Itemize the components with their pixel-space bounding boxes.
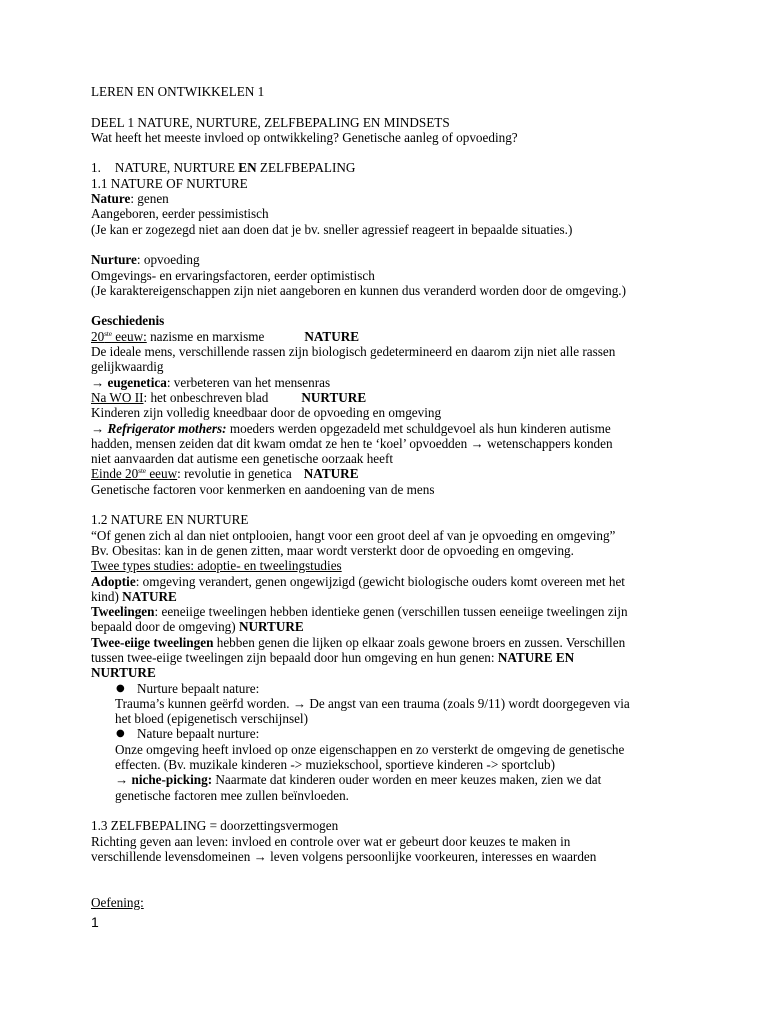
bullet-nature-bepaalt-nurture: ● Nature bepaalt nurture: — [116, 726, 260, 742]
section-1-3-heading: 1.3 ZELFBEPALING = doorzettingsvermogen — [91, 818, 339, 834]
bullet-nurture-bepaalt-nature: ● Nurture bepaalt nature: — [116, 680, 260, 696]
nurture-line-3: (Je karaktereigenschappen zijn niet aangeboren en kunnen dus veranderd worden door de omgeving.) — [91, 282, 626, 298]
history-era-2-line-4: hadden, mensen zeiden dat dit kwam omdat ze hen te ‘koel’ opvoedden → wetenschappers konden — [91, 435, 613, 451]
bullet-1-line-1: Trauma’s kunnen geërfd worden. → De angst van een trauma (zoals 9/11) wordt doorgegeven via — [115, 695, 630, 711]
part-question: Wat heeft het meeste invloed op ontwikkeling? Genetische aanleg of opvoeding? — [91, 129, 518, 145]
oefening-heading: Oefening: — [91, 894, 144, 910]
history-era-3-line-2: Genetische factoren voor kenmerken en aandoening van de mens — [91, 481, 435, 497]
arrow-right-icon: → — [115, 772, 132, 788]
document-page — [91, 84, 691, 930]
bullet-2-line-2: effecten. (Bv. muzikale kinderen -> muziekschool, sportieve kinderen -> sportclub) — [115, 757, 556, 773]
section-1-2-quote: “Of genen zich al dan niet ontplooien, hangt voor een groot deel af van je opvoeding en omgeving” — [91, 527, 616, 543]
adoptie-line-2: kind) NATURE — [91, 588, 177, 604]
tweelingen-line: Tweelingen: eeneiige tweelingen hebben identieke genen (verschillen tussen eeneiige tweelingen zijn — [91, 604, 628, 620]
history-era-1: 20ste eeuw: nazisme en marxisme NATURE — [91, 328, 360, 344]
section-1-1-heading: 1.1 NATURE OF NURTURE — [91, 175, 248, 191]
history-era-1-line-3: gelijkwaardig — [91, 359, 164, 375]
nature-line-2: Aangeboren, eerder pessimistisch — [91, 206, 269, 222]
part-heading: DEEL 1 NATURE, NURTURE, ZELFBEPALING EN MINDSETS — [91, 114, 450, 130]
refrigerator-mothers-line: → Refrigerator mothers: moeders werden opgezadeld met schuldgevoel als hun kinderen autisme — [91, 420, 611, 436]
bullet-icon: ● — [116, 682, 125, 694]
page-number: 1 — [91, 914, 99, 931]
history-era-2-line-5: niet aanvaarden dat autisme een genetische oorzaak heeft — [91, 451, 394, 467]
nature-line-3: (Je kan er zogezegd niet aan doen dat je bv. sneller agressief reageert in bepaalde situaties.) — [91, 221, 573, 237]
niche-picking-line: → niche-picking: Naarmate dat kinderen ouder worden en meer keuzes maken, zien we dat — [115, 772, 602, 788]
history-era-3: Einde 20ste eeuw: revolutie in genetica NATURE — [91, 466, 359, 482]
history-heading: Geschiedenis — [91, 313, 165, 329]
twee-eiige-line-2: tussen twee-eiige tweelingen zijn bepaald door hun omgeving en hun genen: NATURE EN — [91, 649, 575, 665]
section-1-3-line-1: Richting geven aan leven: invloed en controle over wat er gebeurt door keuzes te maken in — [91, 833, 571, 849]
eugenetica-line: → eugenetica: verbeteren van het mensenras — [91, 374, 331, 390]
section-1-3-line-2: verschillende levensdomeinen → leven volgens persoonlijke voorkeuren, interesses en waarden — [91, 848, 597, 864]
study-types: Twee types studies: adoptie- en tweelingstudies — [91, 558, 342, 574]
twee-eiige-line: Twee-eiige tweelingen hebben genen die lijken op elkaar zoals gewone broers en zussen. Verschillen — [91, 634, 626, 650]
bullet-1-line-2: het bloed (epigenetisch verschijnsel) — [115, 711, 308, 727]
twee-eiige-line-3: NURTURE — [91, 665, 156, 681]
history-era-2-line-2: Kinderen zijn volledig kneedbaar door de opvoeding en omgeving — [91, 405, 442, 421]
tweelingen-line-2: bepaald door de omgeving) NURTURE — [91, 619, 304, 635]
arrow-right-icon: → — [91, 374, 108, 390]
adoptie-line: Adoptie: omgeving verandert, genen ongewijzigd (gewicht biologische ouders komt overeen met het — [91, 573, 625, 589]
bullet-2-line-4: genetische factoren mee zullen beïnvloeden. — [115, 787, 349, 803]
nurture-definition: Nurture: opvoeding — [91, 252, 200, 268]
nurture-line-2: Omgevings- en ervaringsfactoren, eerder optimistisch — [91, 267, 375, 283]
arrow-right-icon: → — [91, 420, 108, 436]
section-1-heading: 1. NATURE, NURTURE EN ZELFBEPALING — [91, 160, 356, 176]
bullet-icon: ● — [116, 728, 125, 740]
section-1-2-heading: 1.2 NATURE EN NURTURE — [91, 512, 249, 528]
document-title: LEREN EN ONTWIKKELEN 1 — [91, 84, 265, 99]
history-era-2: Na WO II: het onbeschreven blad NURTURE — [91, 389, 367, 405]
bullet-2-line-1: Onze omgeving heeft invloed op onze eigenschappen en zo versterkt de omgeving de genetische — [115, 741, 625, 757]
section-1-2-example: Bv. Obesitas: kan in de genen zitten, maar wordt versterkt door de opvoeding en omgeving. — [91, 542, 574, 558]
history-era-1-line-2: De ideale mens, verschillende rassen zijn biologisch gedetermineerd en daarom zijn niet alle rassen — [91, 344, 616, 360]
nature-definition: Nature: genen — [91, 191, 169, 207]
